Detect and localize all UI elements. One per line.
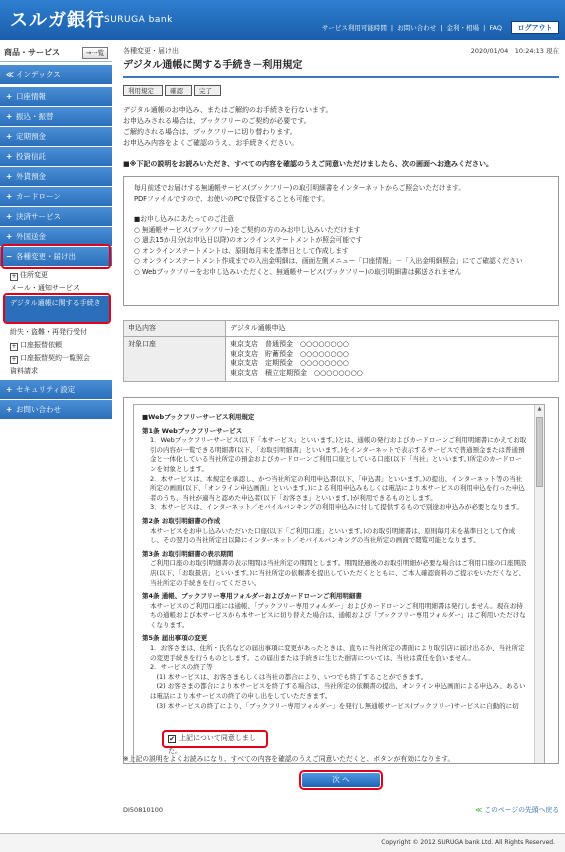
terms-container [123, 397, 559, 764]
sidebar-item-foreign-deposit[interactable]: + 外貨預金 [0, 167, 112, 187]
terms-paragraph: (1) 本サービスは、お客さまもしくは当社の都合により、いつでも終了することができます。 [150, 672, 428, 681]
plus-icon: + [6, 112, 13, 121]
terms-heading: 第5条 届出事項の変更 [142, 634, 208, 643]
link-divider: | [390, 24, 394, 32]
subitem-digital-passbook[interactable]: デジタル通帳に関する手続き [4, 296, 110, 322]
scrollbar[interactable] [534, 405, 544, 763]
table-row [124, 321, 559, 337]
subitem-lost-reissue[interactable]: 紛失・盗難・再発行受付 [10, 328, 87, 336]
plus-icon: + [6, 172, 13, 181]
terms-paragraph: 3．本サービスは、インターネット／モバイルバンキングの利用申込みに付して提供するもので別途お申込みが必要となります。 [150, 503, 523, 512]
terms-paragraph: (2) お客さまの都合により本サービスを終了する場合は、当社所定の依頼書の提出、オンライン申込画面による申込み、あるいは電話により本サービスの終了の申し出をしていただきます。 [150, 682, 526, 701]
account-line: 東京支店 普通預金 ○○○○○○○○ [230, 340, 349, 349]
arrow-icon: → [85, 49, 92, 57]
plus-icon: + [6, 232, 13, 241]
sidebar-item-foreign-remittance[interactable]: + 外国送金 [0, 227, 112, 247]
terms-scroll-area[interactable] [133, 404, 545, 764]
sidebar-item-investment-trust[interactable]: + 投資信託 [0, 147, 112, 167]
terms-paragraph: 2．サービスの終了等 [150, 663, 213, 672]
sidebar-item-changes[interactable]: − 各種変更・届け出 [0, 247, 112, 267]
next-button[interactable]: 次 へ [299, 770, 383, 790]
agree-label: 上記について同意しました。 [168, 734, 256, 755]
subitem-debit-list[interactable]: + 口座振替契約一覧照会 [11, 354, 90, 363]
account-line: 東京支店 積立定期預金 ○○○○○○○○ [230, 368, 363, 377]
logo[interactable]: スルガ銀行 [10, 10, 105, 31]
agree-checkbox[interactable] [162, 730, 268, 755]
plus-icon: + [11, 356, 17, 363]
service-description-box: 毎月前述でお届けする無通帳サービス(ブックフリー)の取引明細書をインターネットからご照会いただけます。 PDFファイルですので、お使いのPCで保管することも可能です。 ■お申し込みにあたってのご注意 ○ 無通帳サービス(ブックフリー)をご契約の方のみお申し込みいただけます ○ 過去15か月分(お申込日以降)のオンラインステートメントが照会可能です ○ オンラインステートメントは、原則毎月末を基準日として作成します ○ オンラインステートメント作成までの入出金明細は、画面左側メニュー「口座情報」－「入出金明細照会」にてご確認ください ○ Webブックフリーをお申し込みいただくと、無通帳サービス(ブックフリー)の取引明細書は郵送されません [123, 176, 559, 306]
sidebar-item-card-loan[interactable]: + カードローン [0, 187, 112, 207]
step-terms: 利用規定 [123, 85, 163, 96]
logout-button[interactable]: ログアウト [511, 21, 559, 34]
logo-sub: SURUGA bank [98, 14, 173, 26]
sidebar-item-index[interactable]: ≪ インデックス [0, 65, 112, 85]
sidebar-item-security[interactable]: + セキュリティ設定 [0, 380, 112, 400]
account-line: 東京支店 貯蓄預金 ○○○○○○○○ [230, 349, 349, 358]
plus-icon: + [11, 273, 17, 280]
breadcrumb: 各種変更・届け出 [123, 47, 179, 55]
sidebar-item-payment[interactable]: + 決済サービス [0, 207, 112, 227]
step-complete: 完了 [194, 85, 221, 96]
sidebar-item-time-deposit[interactable]: + 定期預金 [0, 127, 112, 147]
subitem-documents[interactable]: 資料請求 [10, 367, 38, 375]
progress-steps [123, 85, 223, 96]
header [0, 0, 565, 40]
application-info-table [123, 320, 559, 382]
sidebar-item-transfer[interactable]: + 振込・振替 [0, 107, 112, 127]
plus-icon: + [6, 385, 13, 394]
back-to-top-link[interactable]: ≪ このページの先頭へ戻る [475, 806, 559, 814]
value-application: デジタル通帳申込 [226, 321, 559, 337]
terms-heading: 第3条 お取引明細書の表示期間 [142, 549, 234, 558]
checkbox-icon[interactable]: ✔ [169, 735, 175, 743]
step-confirm: 確認 [165, 85, 192, 96]
footer [0, 833, 565, 852]
account-line: 東京支店 定期預金 ○○○○○○○○ [230, 359, 349, 368]
terms-paragraph: (3) 本サービスの終了により、「ブックフリー専用フォルダー」を発行し無通帳サービス(ブックフリー)サービスに自動的に切 [150, 701, 519, 710]
sidebar-item-inquiry[interactable]: + お問い合わせ [0, 400, 112, 420]
subitem-mail-notify[interactable]: メール・通知サービス [10, 284, 80, 292]
value-target-accounts [226, 337, 559, 382]
highlight-changes [1, 244, 111, 269]
terms-heading: 第2条 お取引明細書の作成 [142, 516, 221, 525]
page-id: DI50810100 [123, 806, 164, 814]
list-button[interactable]: →一覧 [82, 47, 108, 59]
minus-icon: − [6, 252, 13, 261]
plus-icon: + [6, 152, 13, 161]
terms-heading: 第4条 通帳、ブックフリー専用フォルダーおよびカードローンご利用明細書 [142, 592, 362, 601]
sidebar-item-account-info[interactable]: + 口座情報 [0, 87, 112, 107]
link-divider: | [440, 24, 443, 32]
plus-icon: + [11, 343, 17, 350]
terms-paragraph: ご利用口座のお取引明細書の表示期間は当社所定の期間とします。期間経過後のお取引明細が必要な場合はご利用口座の口座開設店(以下、「お取扱店」といいます。)に当社所定の依頼書を提出していただくとともに、ご本人確認資料のご提示をいただくなど、当社所定の手続きを行ってください。 [150, 559, 527, 587]
scroll-up-icon[interactable]: ▲ [537, 406, 542, 412]
terms-paragraph: 1．Webブックフリーサービス(以下「本サービス」といいます。)とは、通帳の発行およびカードローンご利用明細書にかえてお取引の内容が一覧できる明細書(以下、「お取引明細書」といいます。)をインターネットで表示するサービスで普通預金または普通預金と一体化している当社所定の預金およびカードローンご利用口座としている口座(以下「当社」といいます。)所定のカードローンを対象とします。 [150, 436, 527, 473]
collapse-icon: ≪ [6, 70, 14, 79]
button-note: ※上記の説明をよくお読みになり、すべての内容を確認のうえご同意いただくと、ボタンが有効になります。 [123, 755, 455, 763]
label-application: 申込内容 [124, 321, 226, 337]
up-arrow-icon: ≪ [475, 806, 483, 814]
sidebar-title: 商品・サービス [4, 48, 60, 57]
link-service-hours[interactable]: サービス利用可能時間 [321, 24, 387, 32]
page-title: デジタル通帳に関する手続き－利用規定 [123, 59, 559, 78]
subitem-address-change[interactable]: + 住所変更 [11, 271, 48, 280]
plus-icon: + [6, 405, 13, 414]
intro-text: デジタル通帳のお申込み、またはご解約のお手続きを行ないます。 お申込みされる場合は、ブックフリーのご契約が必要です。 ご解約される場合は、ブックフリーに切り替わります。 お申込み内容をよくご確認のうえ、お手続きください。 [123, 106, 333, 147]
link-contact[interactable]: お問い合わせ [397, 24, 437, 32]
terms-heading: 第1条 Webブックフリーサービス [142, 426, 243, 435]
terms-heading: ■Webブックフリーサービス利用規定 [142, 413, 255, 421]
plus-icon: + [6, 92, 13, 101]
table-row [124, 337, 559, 382]
link-divider: | [483, 24, 486, 32]
terms-paragraph: 本サービスをお申し込みいただいた口座(以下「ご利用口座」といいます。)のお取引明細書は、原則毎月末を基準日として作成し、その翌月の当社所定日以降にインターネット／モバイルバンキングの当社所定の画面で閲覧可能となります。 [150, 526, 516, 545]
scroll-thumb[interactable] [536, 417, 543, 487]
terms-paragraph: 1．お客さまは、住所・氏名などの届出事項に変更があったときは、直ちに当社所定の書面により取引店に届け出るか、当社所定の変更手続きを行うものとします。この届出または手続きに生じた損害については、当社は責任を負いません。 [150, 644, 525, 662]
label-target-account: 対象口座 [124, 337, 226, 382]
link-faq[interactable]: FAQ [489, 24, 502, 32]
copyright: Copyright © 2012 SURUGA bank Ltd. All Rights Reserved. [381, 839, 555, 846]
plus-icon: + [6, 192, 13, 201]
notice-text: ■※下記の説明をお読みいただき、すべての内容を確認のうえご同意いただけましたら、次の画面へお進みください。 [123, 160, 493, 168]
sidebar [0, 45, 112, 414]
timestamp: 2020/01/04 10:24:13 現在 [470, 47, 559, 55]
terms-body [142, 413, 528, 711]
plus-icon: + [6, 132, 13, 141]
header-links [321, 24, 503, 33]
plus-icon: + [6, 212, 13, 221]
subitem-debit-request[interactable]: + 口座振替依頼 [11, 341, 62, 350]
sidebar-header [0, 45, 112, 62]
highlight-digital-passbook [3, 293, 111, 324]
terms-paragraph: 本サービスのご利用口座には通帳、「ブックフリー専用フォルダー」およびカードローンご利用明細書は発行しません。現在お持ちの通帳および本サービスから本サービスに切り替えた場合は、通帳および「ブックフリー専用フォルダー」はご利用いただけなくなります。 [150, 601, 526, 629]
link-rates[interactable]: 金利・相場 [446, 24, 480, 32]
terms-paragraph: 2．本サービスは、本規定を承認し、かつ当社所定の利用申込書(以下、「申込書」といいます。)の提出、インターネット等の当社所定の画面(以下、「オンライン申込画面」といいます。)による利用申込みもしくは電話により本サービスの利用申込を行った申込者のうち、当社が適当と認めた申込者(以下「お客さま」といいます。)が利用できるものとします。 [150, 474, 525, 502]
